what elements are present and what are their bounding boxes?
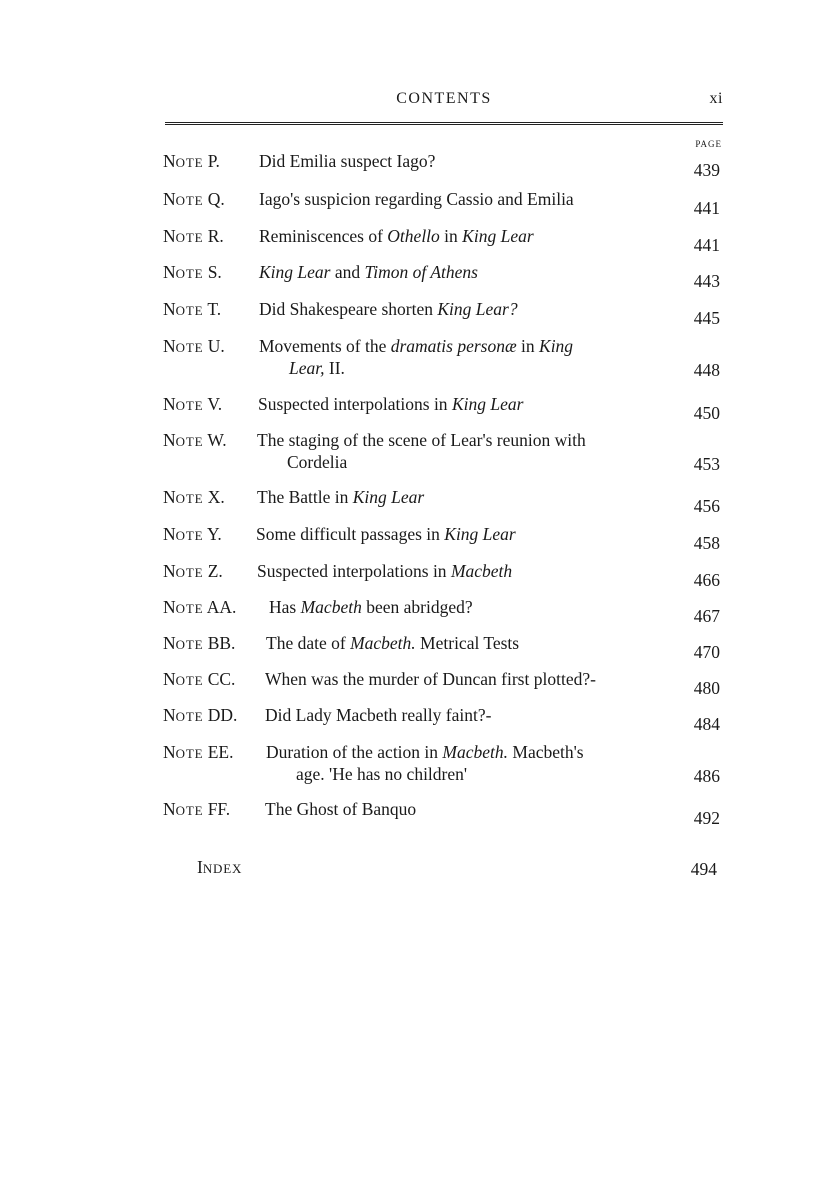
page-number: 466 <box>693 570 720 590</box>
note-label: NOTE DD. <box>163 705 238 725</box>
note-title-continuation <box>259 357 660 379</box>
title-text: Movements of the <box>259 336 391 356</box>
page-folio: xi <box>709 90 723 107</box>
note-label: NOTE BB. <box>163 633 236 653</box>
note-title <box>259 188 660 210</box>
title-text: in <box>439 226 463 246</box>
note-title <box>257 486 660 508</box>
contents-entry <box>163 668 720 698</box>
contents-entry <box>163 596 720 626</box>
title-text: Reminiscences of <box>259 226 388 246</box>
page-number: 467 <box>693 606 720 626</box>
note-title-line <box>259 335 660 357</box>
note-title-continuation <box>266 763 660 785</box>
note-label: NOTE Y. <box>163 524 222 544</box>
header-rule <box>165 122 723 125</box>
note-label: NOTE CC. <box>163 669 236 689</box>
page-number: 450 <box>693 403 720 423</box>
note-title-line <box>259 188 660 210</box>
contents-entry <box>163 188 720 218</box>
note-title-line <box>259 150 660 172</box>
index-label: INDEX <box>197 857 243 877</box>
contents-entry <box>163 225 720 255</box>
page-number: 494 <box>690 859 717 879</box>
title-text: Did Lady Macbeth really faint?- <box>265 705 492 725</box>
title-text: The date of <box>266 633 351 653</box>
note-label: NOTE FF. <box>163 799 231 819</box>
page-number: 453 <box>693 454 720 474</box>
note-title <box>266 741 660 785</box>
note-label: NOTE AA. <box>163 597 237 617</box>
italic-title: King <box>539 336 574 356</box>
contents-entry <box>163 560 720 590</box>
note-title-line <box>257 486 660 508</box>
note-title <box>265 798 660 820</box>
note-title-continuation <box>257 451 660 473</box>
note-label: NOTE R. <box>163 226 224 246</box>
title-text: The staging of the scene of Lear's reunion with <box>257 430 586 450</box>
note-title <box>256 523 660 545</box>
note-title-line <box>257 560 660 582</box>
page-number: 443 <box>693 271 720 291</box>
contents-entry <box>163 393 720 423</box>
note-title <box>265 668 660 690</box>
note-label: NOTE T. <box>163 299 222 319</box>
page-number: 458 <box>693 533 720 553</box>
contents-entry <box>163 261 720 291</box>
title-text: II. <box>324 358 345 378</box>
note-title-line <box>265 704 660 726</box>
note-title-line <box>266 632 660 654</box>
index-entry <box>197 856 717 878</box>
italic-title: Timon of Athens <box>364 262 478 282</box>
note-title <box>266 632 660 654</box>
italic-title: Macbeth. <box>442 742 509 762</box>
italic-title: King Lear <box>444 524 516 544</box>
title-text: Duration of the action in <box>266 742 443 762</box>
contents-entry <box>163 741 720 785</box>
note-label: NOTE X. <box>163 487 225 507</box>
title-text: Macbeth's <box>508 742 584 762</box>
title-text: The Battle in <box>257 487 353 507</box>
page-number: 492 <box>693 808 720 828</box>
note-title <box>259 225 660 247</box>
note-label: NOTE U. <box>163 336 225 356</box>
page-column-label: PAGE <box>695 139 722 149</box>
note-title-line <box>259 261 660 283</box>
note-title <box>259 335 660 379</box>
italic-title: King Lear <box>352 487 425 507</box>
page-number: 445 <box>693 308 720 328</box>
contents-entry <box>163 486 720 516</box>
note-title <box>257 560 660 582</box>
page-number: 470 <box>693 642 720 662</box>
note-title <box>269 596 660 618</box>
title-text: Cordelia <box>287 452 348 472</box>
note-title-line <box>269 596 660 618</box>
note-label: NOTE P. <box>163 151 220 171</box>
contents-entry <box>163 150 720 180</box>
note-title-line <box>259 298 660 320</box>
page-number: 456 <box>693 496 720 516</box>
title-text: Did Shakespeare shorten <box>259 299 438 319</box>
title-text: The Ghost of Banquo <box>265 799 417 819</box>
page-number: 486 <box>693 766 720 786</box>
title-text: been abridged? <box>361 597 473 617</box>
note-label: NOTE V. <box>163 394 223 414</box>
note-title <box>257 429 660 473</box>
italic-title: Macbeth <box>450 561 513 581</box>
note-title <box>259 150 660 172</box>
note-label: NOTE Z. <box>163 561 223 581</box>
page-number: 484 <box>693 714 720 734</box>
page-number: 480 <box>693 678 720 698</box>
title-text: Did Emilia suspect Iago? <box>259 151 436 171</box>
contents-entry <box>163 335 720 379</box>
page-number: 441 <box>693 198 720 218</box>
contents-entry <box>163 632 720 662</box>
italic-title: Macbeth. <box>350 633 416 653</box>
contents-entry <box>163 798 720 828</box>
title-text: Some difficult passages in <box>256 524 445 544</box>
running-head <box>165 90 723 114</box>
italic-title: Macbeth <box>300 597 362 617</box>
note-title-line <box>265 798 660 820</box>
note-label: NOTE EE. <box>163 742 234 762</box>
title-text: Iago's suspicion regarding Cassio and Emilia <box>259 189 574 209</box>
note-title-line <box>266 741 660 763</box>
note-title-line <box>258 393 660 415</box>
contents-entry <box>163 704 720 734</box>
page-number: 439 <box>693 160 720 180</box>
contents-entry <box>163 298 720 328</box>
note-title <box>258 393 660 415</box>
note-title <box>265 704 660 726</box>
contents-entry <box>163 429 720 473</box>
note-label: NOTE Q. <box>163 189 225 209</box>
note-title <box>259 261 660 283</box>
title-text: Suspected interpolations in <box>258 394 452 414</box>
title-text: When was the murder of Duncan first plotted?- <box>265 669 596 689</box>
title-text: Has <box>269 597 301 617</box>
italic-title: dramatis personæ <box>390 336 517 356</box>
italic-title: Lear, <box>289 358 325 378</box>
italic-title: King Lear? <box>437 299 518 319</box>
page-number: 448 <box>693 360 720 380</box>
note-label: NOTE S. <box>163 262 222 282</box>
note-title-line <box>256 523 660 545</box>
page-number: 441 <box>693 235 720 255</box>
title-text: Metrical Tests <box>415 633 520 653</box>
italic-title: King Lear <box>451 394 524 414</box>
note-title-line <box>259 225 660 247</box>
note-title-line <box>265 668 660 690</box>
title-text: and <box>330 262 365 282</box>
title-text: Suspected interpolations in <box>257 561 451 581</box>
note-title <box>259 298 660 320</box>
note-title-line <box>257 429 660 451</box>
contents-entry <box>163 523 720 553</box>
note-label: NOTE W. <box>163 430 227 450</box>
italic-title: Othello <box>387 226 440 246</box>
running-head-title: CONTENTS <box>396 90 492 107</box>
italic-title: King Lear <box>462 226 534 246</box>
title-text: age. 'He has no children' <box>296 764 468 784</box>
title-text: in <box>516 336 540 356</box>
italic-title: King Lear <box>259 262 331 282</box>
